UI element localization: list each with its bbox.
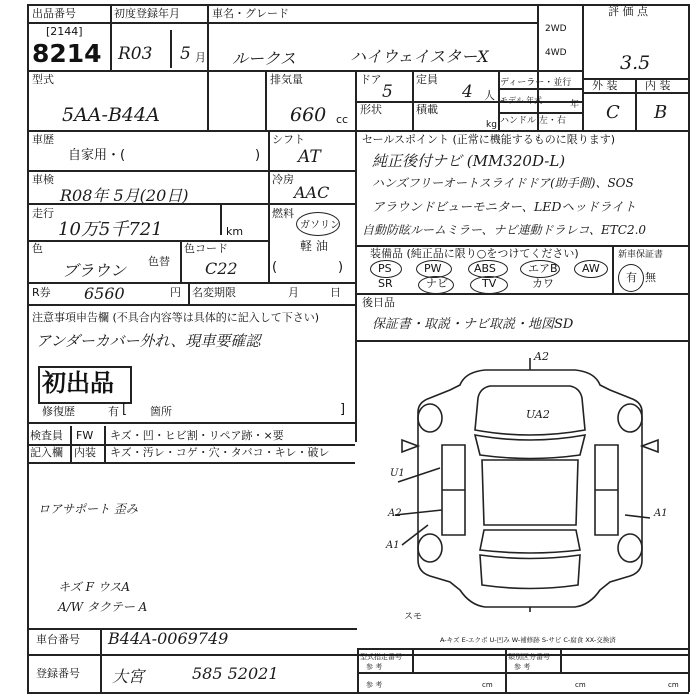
remark-2: キズ F ウスA bbox=[58, 580, 131, 594]
displacement-label: 排気量 bbox=[270, 73, 303, 86]
exterior-grade: C bbox=[606, 102, 620, 123]
color-label: 色 bbox=[32, 242, 43, 255]
mark-left-fender: A1 bbox=[386, 540, 400, 551]
color-code: C22 bbox=[205, 259, 238, 278]
first-registration-month: 5 bbox=[180, 44, 191, 64]
dealer-label: ディーラー・並行 bbox=[500, 78, 572, 88]
equip-sr: SR bbox=[378, 277, 393, 290]
repair-places: 箇所 bbox=[150, 405, 172, 418]
displacement-value: 660 bbox=[290, 104, 327, 126]
repair-label: 修復歴 bbox=[42, 405, 75, 418]
exterior-label: 外 装 bbox=[592, 79, 618, 92]
month-unit: 月 bbox=[195, 51, 206, 64]
inspection-label: 車検 bbox=[32, 173, 54, 186]
equip-abs: ABS bbox=[474, 262, 496, 275]
fuel-gasoline-circle bbox=[296, 212, 340, 236]
sales-points-label: セールスポイント (正常に機能するものに限ります) bbox=[362, 133, 616, 146]
first-registration-label: 初度登録年月 bbox=[114, 7, 180, 20]
interior-items: キズ・汚レ・コゲ・穴・タバコ・キレ・破レ bbox=[110, 446, 330, 459]
first-registration-year: R03 bbox=[118, 44, 153, 64]
model-label: 型式 bbox=[32, 73, 54, 86]
lot-number: 8214 bbox=[32, 39, 102, 68]
lot-sub-number: [2144] bbox=[46, 25, 83, 38]
car-name: ルークス bbox=[232, 49, 296, 68]
score-value: 3.5 bbox=[620, 52, 651, 74]
displacement-unit: cc bbox=[336, 113, 349, 126]
fuel-label: 燃料 bbox=[272, 207, 294, 220]
fw-label: FW bbox=[76, 429, 94, 442]
category-label: 類別区分番号 bbox=[508, 653, 550, 661]
grade: ハイウェイスターX bbox=[350, 47, 489, 66]
designation-ref: 参 考 bbox=[366, 663, 383, 671]
title-day: 日 bbox=[330, 286, 341, 299]
color-change-label: 色替 bbox=[148, 255, 170, 268]
remark-3: A/W タクテー A bbox=[58, 600, 148, 614]
drive-2wd: 2WD bbox=[545, 24, 567, 34]
sales-point-line-4: 自動防眩ルームミラー、ナビ連動ドラレコ、ETC2.0 bbox=[362, 223, 647, 237]
designation-label: 型式指定番号 bbox=[360, 653, 402, 661]
car-damage-diagram bbox=[380, 350, 680, 620]
inspector-label: 検査員 bbox=[30, 429, 63, 442]
title-change-label: 名変期限 bbox=[192, 286, 236, 299]
warranty-no: 無 bbox=[645, 271, 656, 284]
mark-bottom: スモ bbox=[404, 612, 423, 622]
doors-label: ドア bbox=[360, 73, 382, 86]
remark-1: ロアサポート 歪み bbox=[38, 502, 138, 516]
mileage-value: 10万5千721 bbox=[58, 219, 163, 240]
model-year-unit: 年 bbox=[570, 100, 580, 110]
history-label: 車歴 bbox=[32, 133, 54, 146]
load-unit: kg bbox=[486, 120, 497, 130]
color-code-label: 色コード bbox=[184, 242, 228, 255]
registration-place: 大宮 bbox=[112, 667, 145, 686]
sales-point-line-2: ハンズフリーオートスライドドア(助手側)、SOS bbox=[372, 176, 634, 190]
model-year-label: モデル 年式 bbox=[500, 96, 543, 105]
chassis-number: B44A-0069749 bbox=[108, 629, 229, 648]
history-close: ) bbox=[255, 148, 261, 163]
footer-ref-left: 参 考 bbox=[366, 681, 383, 689]
new-car-warranty-label: 新車保証書 bbox=[618, 250, 664, 260]
recycle-unit: 円 bbox=[170, 286, 181, 299]
category-ref: 参 考 bbox=[514, 663, 531, 671]
shift-value: AT bbox=[298, 147, 321, 167]
capacity-label: 定員 bbox=[416, 73, 438, 86]
notes-label: 注意事項申告欄 (不具合内容等は具体的に記入して下さい) bbox=[32, 311, 320, 324]
registration-label: 登録番号 bbox=[36, 667, 80, 680]
equip-navi: ナビ bbox=[426, 277, 448, 290]
warranty-yes: 有 bbox=[626, 271, 637, 284]
cooler-label: 冷房 bbox=[272, 173, 294, 186]
lot-number-label: 出品番号 bbox=[32, 7, 76, 20]
first-listing-text: 初出品 bbox=[42, 369, 114, 397]
doors-value: 5 bbox=[382, 82, 393, 102]
equipment-label: 装備品 (純正品に限り○をつけてください) bbox=[370, 247, 579, 260]
footer-cm-3: cm bbox=[668, 681, 679, 689]
accessories-value: 保証書・取説・ナビ取説・地図SD bbox=[372, 317, 574, 332]
damage-legend: A-キズ E-エクボ U-凹み W-補修跡 S-サビ C-腐食 XX-交換済 bbox=[440, 636, 616, 644]
interior-grade: B bbox=[654, 102, 668, 123]
mark-left-upper: U1 bbox=[390, 468, 405, 479]
inspection-value: R08年 5月(20日) bbox=[60, 186, 189, 205]
mileage-unit: km bbox=[226, 225, 244, 238]
load-label: 積載 bbox=[416, 103, 438, 116]
shape-label: 形状 bbox=[360, 103, 382, 116]
footer-cm-1: cm bbox=[482, 681, 493, 689]
equip-pw: PW bbox=[424, 262, 442, 275]
footer-cm-2: cm bbox=[575, 681, 586, 689]
chassis-label: 車台番号 bbox=[36, 633, 80, 646]
mark-hood: UA2 bbox=[526, 408, 550, 421]
repair-value: 有 bbox=[108, 405, 119, 418]
recycle-label: R券 bbox=[32, 286, 51, 299]
equip-leather: カワ bbox=[532, 277, 554, 290]
fuel-gasoline: ガソリン bbox=[300, 220, 340, 231]
fw-items: キズ・凹・ヒビ割・リペア跡・×要 bbox=[110, 429, 284, 442]
sales-point-line-1: 純正後付ナビ (MM320D-L) bbox=[372, 152, 566, 170]
accessories-label: 後日品 bbox=[362, 296, 395, 309]
car-name-label: 車名・グレード bbox=[212, 7, 289, 20]
model-code: 5AA-B44A bbox=[62, 104, 160, 126]
sales-point-line-3: アラウンドビューモニター、LEDヘッドライト bbox=[372, 199, 637, 214]
interior-label: 内 装 bbox=[645, 79, 671, 92]
shift-label: シフト bbox=[272, 133, 305, 146]
drive-4wd: 4WD bbox=[545, 48, 567, 58]
mark-right: A1 bbox=[654, 508, 668, 519]
color-value: ブラウン bbox=[62, 261, 127, 280]
equip-ps: PS bbox=[378, 262, 392, 275]
recycle-value: 6560 bbox=[84, 284, 125, 303]
cooler-value: AAC bbox=[294, 183, 330, 202]
title-month: 月 bbox=[288, 286, 299, 299]
capacity-value: 4 bbox=[462, 82, 473, 102]
entry-label: 記入欄 bbox=[30, 446, 63, 459]
mileage-label: 走行 bbox=[32, 207, 54, 220]
score-label: 評 価 点 bbox=[608, 5, 648, 18]
notes-text: アンダーカバー外れ、現車要確認 bbox=[36, 332, 261, 350]
equip-airbag: エアB bbox=[528, 262, 558, 275]
equip-aw: AW bbox=[582, 262, 600, 275]
mark-left-lower: A2 bbox=[388, 508, 402, 519]
handle-label: ハンドル 左・右 bbox=[500, 116, 566, 126]
fuel-diesel: 軽 油 bbox=[300, 239, 328, 253]
registration-number: 585 52021 bbox=[192, 664, 279, 683]
capacity-unit: 人 bbox=[484, 89, 495, 102]
interior-row-label: 内装 bbox=[74, 446, 96, 459]
mark-top: A2 bbox=[534, 350, 549, 363]
history-value: 自家用・( bbox=[68, 148, 126, 163]
equip-tv: TV bbox=[482, 277, 497, 290]
